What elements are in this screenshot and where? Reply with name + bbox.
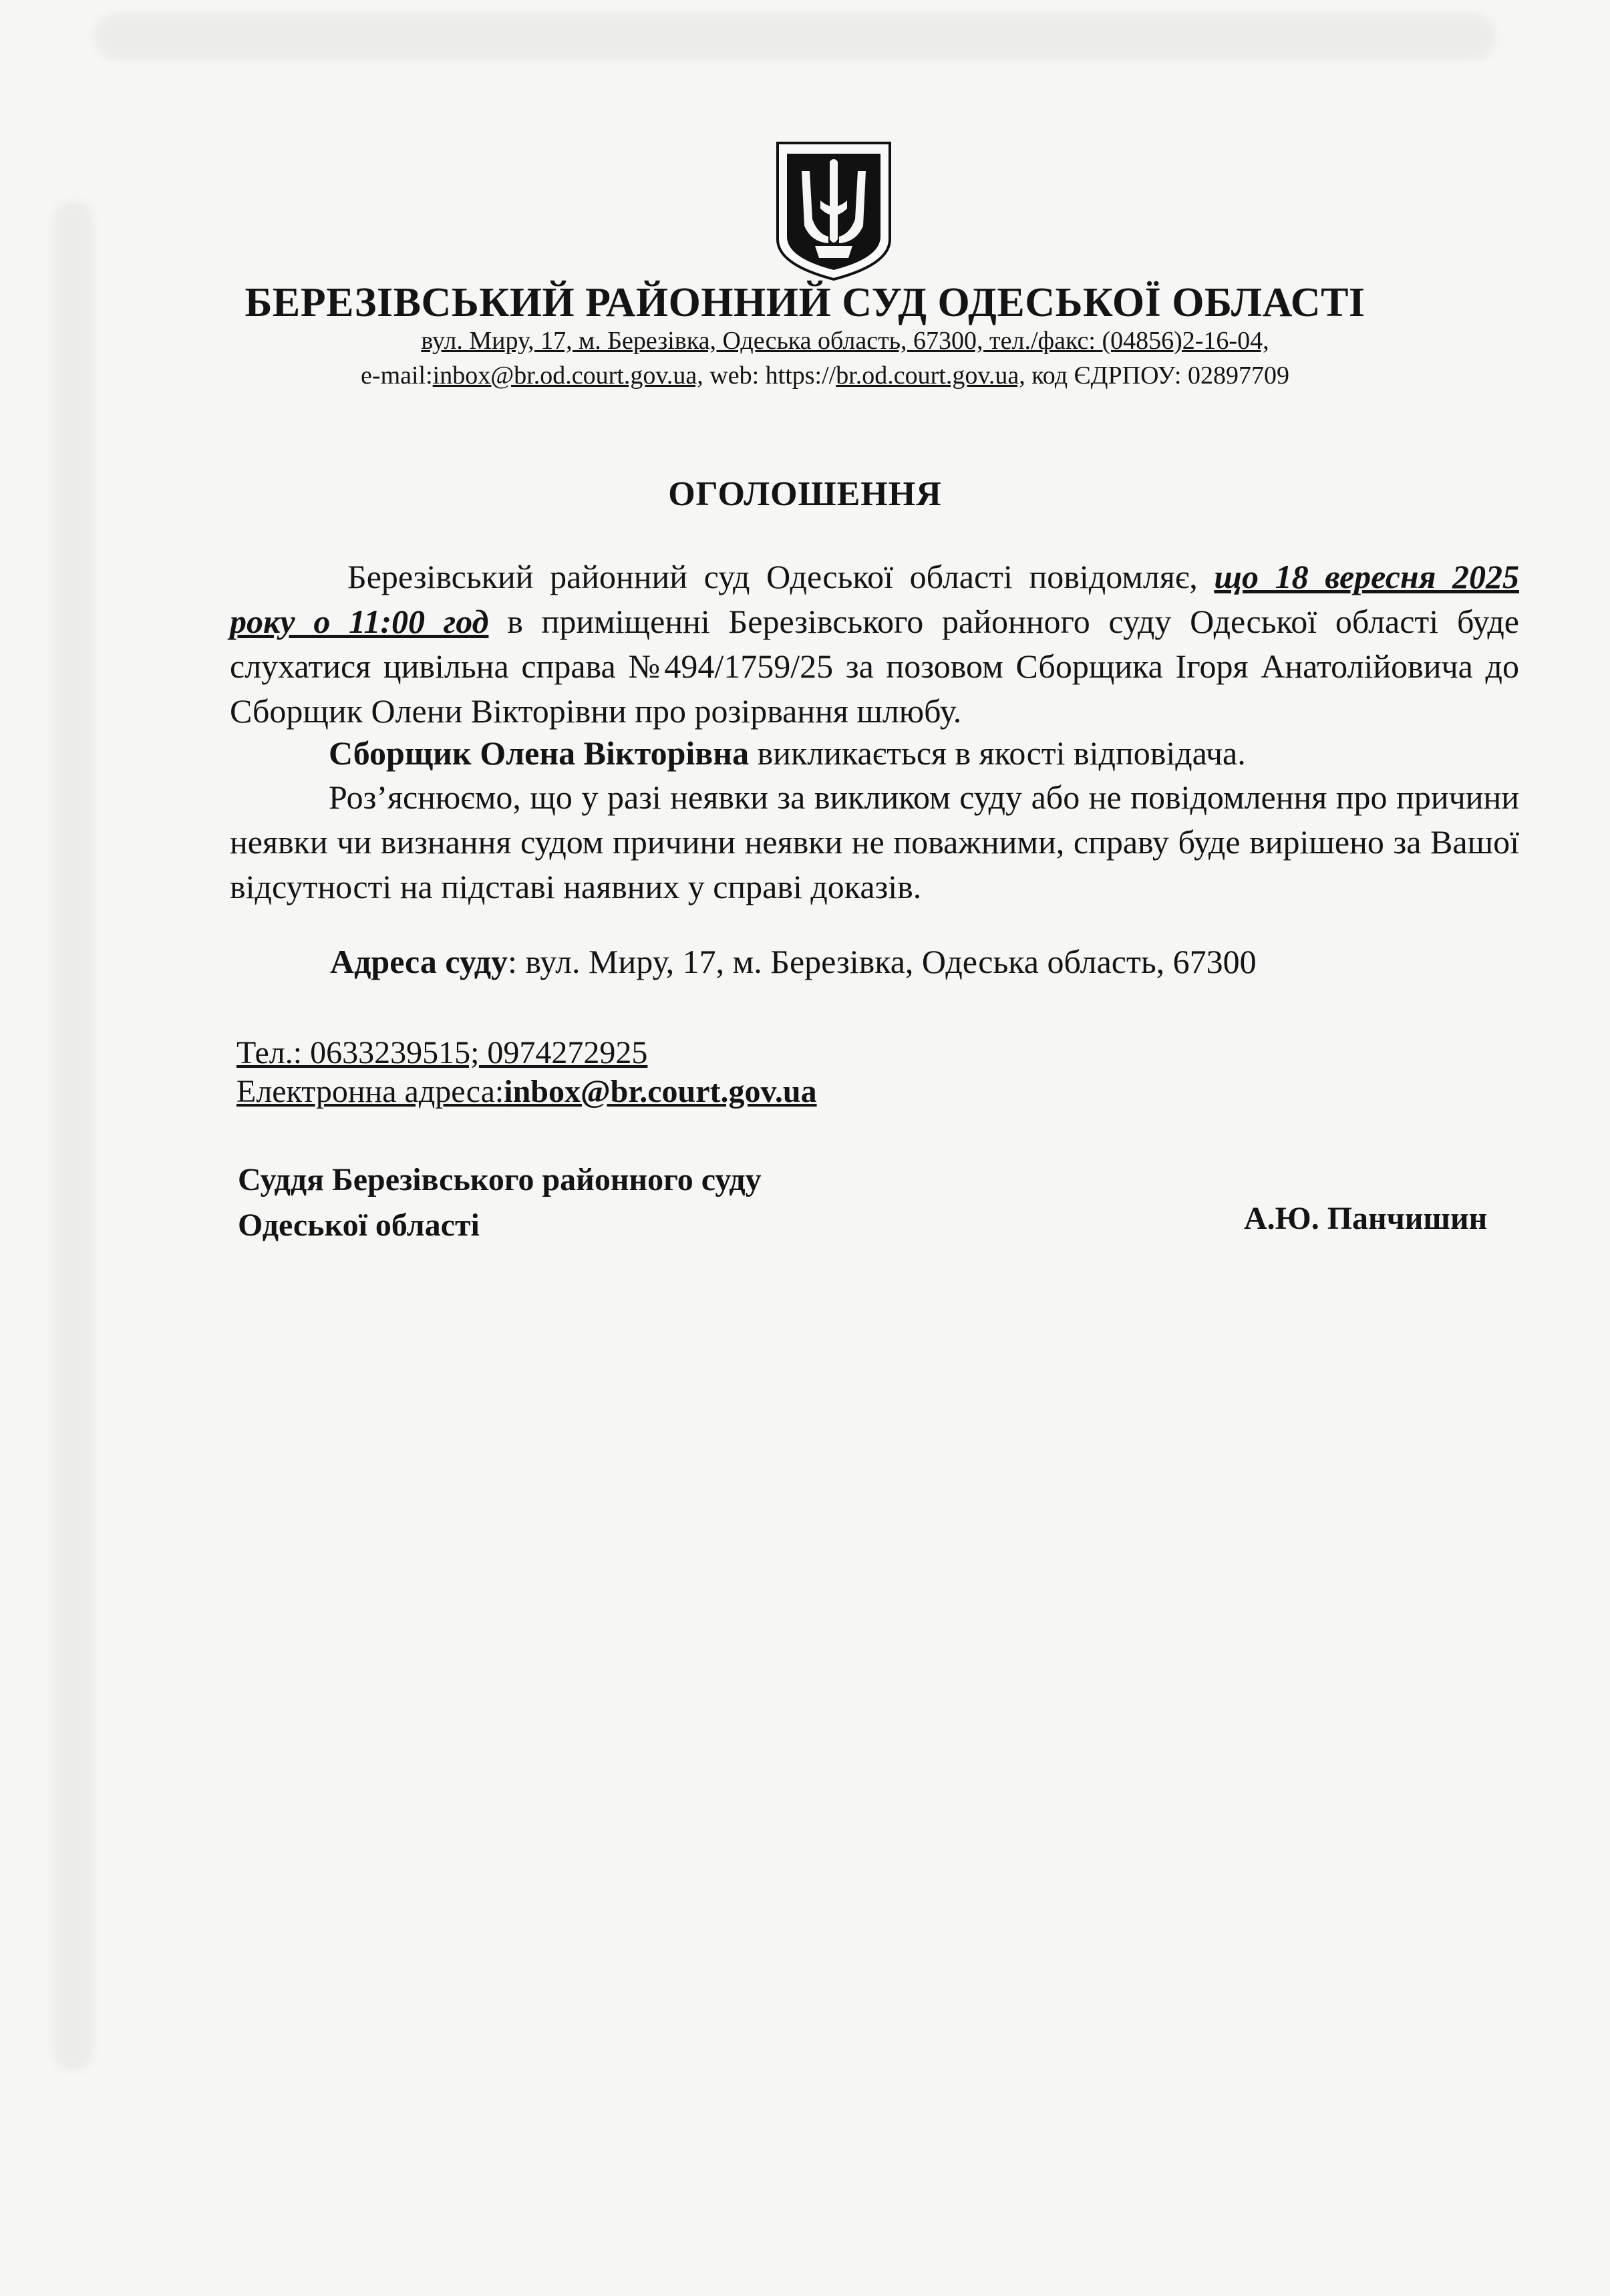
p1-rest: в приміщенні Березівського районного суду Одеської області буде слухатися цивільна справа №494/1759/25 за позовом Сборщика Ігоря Анатолійовича до Сборщик Олени Вікторівни про розірвання шлюбу. — [230, 603, 1519, 730]
court-address-text: вул. Миру, 17, м. Березівка, Одеська область, 67300, тел./факс: (04856)2-16-04, — [421, 327, 1269, 355]
notice-paragraph-3: Роз’яснюємо, що у разі неявки за викликом суду або не повідомлення про причини неявки чи визнання судом причини неявки не поважними, справу буде вирішено за Вашої відсутності на підставі наявних у справі доказів. — [230, 778, 1519, 905]
court-web-link[interactable]: br.od.court.gov.ua, — [836, 362, 1025, 390]
judge-position-line-1: Суддя Березівського районного суду — [238, 1162, 762, 1197]
coat-of-arms-icon — [774, 139, 894, 283]
phone-line: Тел.: 0633239515; 0974272925 — [236, 1035, 648, 1070]
court-address-block — [330, 942, 1257, 981]
notice-paragraph-2 — [230, 731, 1519, 776]
email-line — [236, 1073, 817, 1110]
p1-lead: Березівський районний суд Одеської області повідомляє, — [347, 558, 1215, 595]
notice-paragraph-1 — [230, 555, 1519, 734]
judge-position-line-2: Одеської області — [238, 1207, 480, 1243]
judge-name: А.Ю. Панчишин — [1244, 1201, 1488, 1236]
court-email-link[interactable]: inbox@br.od.court.gov.ua, — [432, 362, 703, 390]
hearing-datetime: що 18 вересня 2025 року о 11:00 год — [230, 558, 1519, 640]
scan-smudge — [94, 13, 1496, 60]
contact-email-link[interactable]: inbox@br.court.gov.ua — [504, 1074, 817, 1109]
court-contacts-line — [0, 361, 1610, 390]
court-name: БЕРЕЗІВСЬКИЙ РАЙОННИЙ СУД ОДЕСЬКОЇ ОБЛАСТІ — [245, 280, 1365, 325]
p2-rest: викликається в якості відповідача. — [749, 734, 1246, 772]
email-label: e-mail: — [361, 362, 433, 390]
web-label: web: https:// — [709, 362, 836, 390]
edrpou-code: код ЄДРПОУ: 02897709 — [1031, 362, 1289, 390]
court-address-label: Адреса суду — [330, 943, 508, 980]
court-address-line — [0, 326, 1610, 355]
contact-email-label: Електронна адреса: — [236, 1074, 504, 1109]
court-address-value: : вул. Миру, 17, м. Березівка, Одеська область, 67300 — [508, 943, 1257, 980]
defendant-name: Сборщик Олена Вікторівна — [329, 734, 750, 772]
notice-title: ОГОЛОШЕННЯ — [668, 475, 942, 513]
